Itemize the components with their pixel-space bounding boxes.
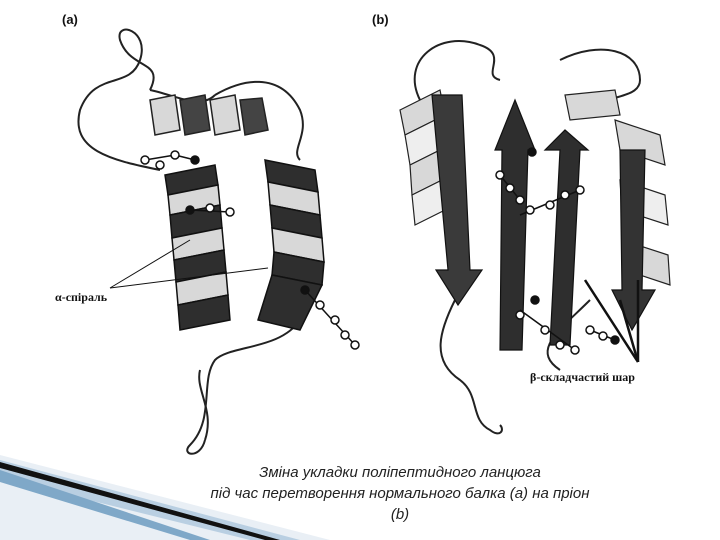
beta-sheet-label: β-складчастий шар	[530, 370, 635, 384]
caption-line-2: під час перетворення нормального балка (a) на пріон	[210, 485, 590, 502]
caption-line-1: Зміна укладки поліпептидного ланцюга	[259, 464, 541, 481]
panel-a-label: (a)	[62, 12, 78, 27]
beta-strand-4	[612, 150, 655, 330]
beta-strand-3	[545, 130, 588, 345]
alpha-helix-label: α-спіраль	[55, 290, 108, 304]
beta-strand-2	[495, 100, 535, 350]
panel-b-label: (b)	[372, 12, 389, 27]
figure-caption	[140, 462, 660, 525]
caption-line-3: (b)	[390, 506, 410, 523]
